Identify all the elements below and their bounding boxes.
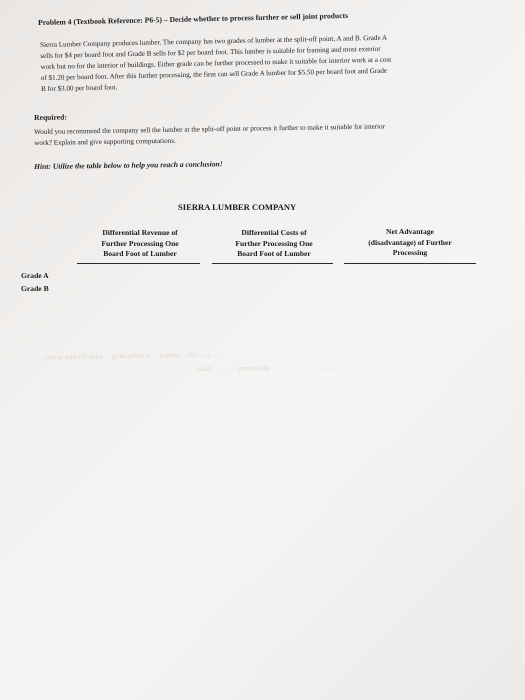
column-header-line: Further Processing One	[235, 238, 313, 248]
column-header-differential-revenue	[80, 228, 200, 260]
column-header-line: Net Advantage	[386, 227, 434, 236]
column-header-line: (disadvantage) of Further	[368, 237, 452, 247]
column-header-differential-costs	[212, 228, 336, 260]
paragraph-line: Sierra Lumber Company produces lumber. The company has two grades of lumber at the split-off point, A and B. Grade A	[40, 33, 388, 49]
required-label: Required:	[34, 112, 67, 122]
column-header-line: Board Foot of Lumber	[237, 249, 311, 258]
problem-heading: Problem 4 (Textbook Reference: P6-5) – Decide whether to process further or sell joint products	[38, 10, 349, 27]
paragraph-line: sells for $4 per board foot and Grade B sells for $2 per board foot. This lumber is suitable for framing and most exterior	[40, 44, 381, 60]
column-rule	[77, 263, 200, 264]
row-label-grade-a: Grade A	[21, 271, 49, 280]
paragraph-line: work but no for the interior of buildings. Either grade can be further processed to make it suitable for interior work at a cost	[40, 55, 392, 71]
hint-text: Hint: Utilize the table below to help you reach a conclusion!	[34, 159, 223, 171]
paragraph-line: of $1.20 per board foot. After this further processing, the firm can sell Grade A lumber for $5.50 per board foot and Grade	[40, 66, 388, 82]
bleed-through-text: …sale at split-off point… gross profit at… lumber… this… a…	[37, 350, 217, 362]
column-header-line: Further Processing One	[101, 238, 179, 248]
required-line: Would you recommend the company sell the lumber at the split-off point or process it further to make it suitable for interior	[34, 122, 386, 136]
column-header-line: Differential Revenue of	[102, 228, 178, 237]
required-line: work? Explain and give supporting computations.	[34, 136, 176, 147]
paragraph-line: B for $3.00 per board foot.	[40, 83, 118, 93]
bleed-through-text: …valid … … … processing … … … … … … … …	[189, 362, 339, 374]
column-rule	[344, 263, 476, 264]
column-header-net-advantage	[344, 227, 476, 259]
column-header-line: Processing	[392, 248, 428, 257]
column-rule	[212, 263, 333, 264]
table-title: SIERRA LUMBER COMPANY	[178, 202, 297, 212]
column-header-line: Differential Costs of	[241, 228, 307, 237]
row-label-grade-b: Grade B	[21, 284, 49, 293]
column-header-line: Board Foot of Lumber	[103, 249, 177, 258]
